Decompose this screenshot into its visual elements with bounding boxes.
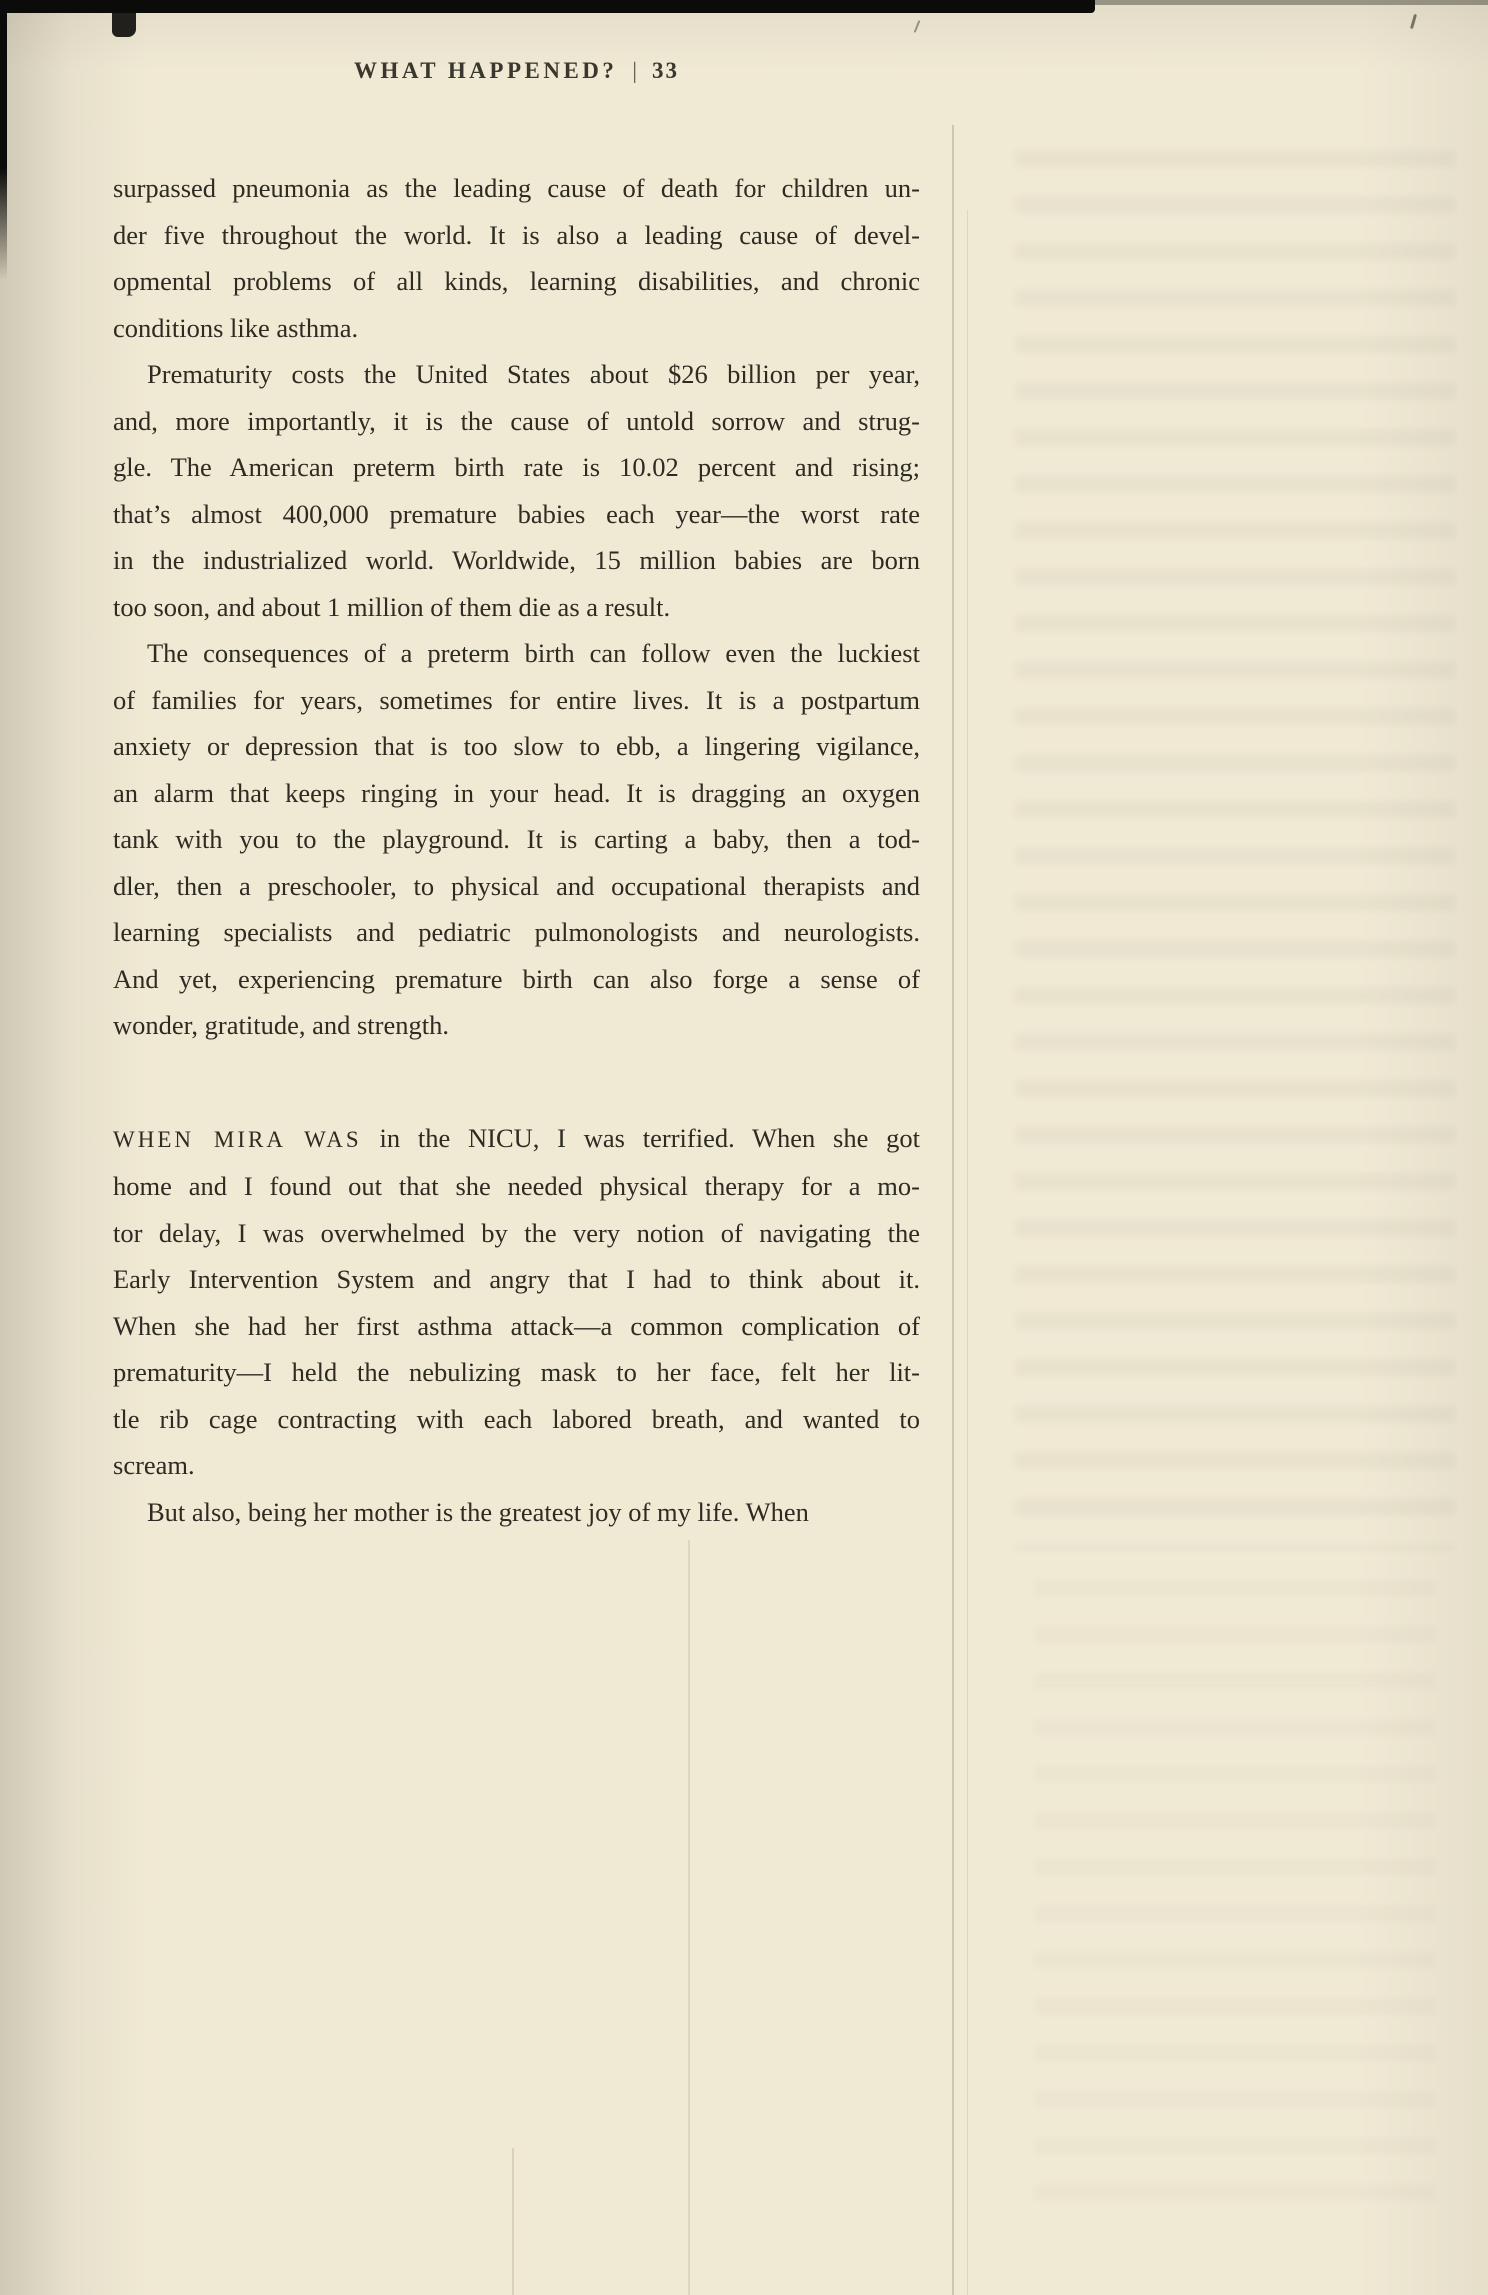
- paragraph: [113, 630, 920, 1049]
- text-line: home and I found out that she needed physical therapy for a mo-: [113, 1171, 920, 1201]
- text-line: scream.: [113, 1450, 195, 1480]
- text-line: But also, being her mother is the greatest joy of my life. When: [147, 1496, 809, 1527]
- text-line: tle rib cage contracting with each labored breath, and wanted to: [113, 1403, 920, 1434]
- text-line: tank with you to the playground. It is carting a baby, then a tod-: [113, 824, 920, 854]
- running-title: WHAT HAPPENED?: [353, 58, 618, 83]
- small-caps-lead: WHEN MIRA WAS: [113, 1126, 362, 1152]
- scan-top-edge-faint: [1095, 0, 1488, 5]
- text-line: wonder, gratitude, and strength.: [113, 1010, 449, 1040]
- text-line: Prematurity costs the United States about $26 billion per year,: [147, 359, 920, 389]
- text-line: And yet, experiencing premature birth can also forge a sense of: [113, 963, 920, 994]
- text-line: surpassed pneumonia as the leading cause of death for children un-: [113, 173, 920, 203]
- text-line: opmental problems of all kinds, learning disabilities, and chronic: [113, 266, 920, 296]
- page-header: [113, 58, 920, 84]
- scan-top-edge: [0, 0, 1095, 13]
- text-line: learning specialists and pediatric pulmonologists and neurologists.: [113, 917, 920, 947]
- text-line: an alarm that keeps ringing in your head. It is dragging an oxygen: [113, 777, 920, 808]
- scan-corner-mark: [112, 5, 136, 37]
- body-text: [113, 165, 920, 1535]
- scan-speck: [914, 20, 921, 33]
- ink-bleed-ghost: [1015, 150, 1455, 1550]
- scan-speck: [1410, 14, 1417, 29]
- text-line: WHEN MIRA WAS in the NICU, I was terrified. When she got: [113, 1122, 920, 1153]
- text-line: gle. The American preterm birth rate is 10.02 percent and rising;: [113, 452, 920, 482]
- paragraph: [113, 1489, 920, 1536]
- page-number: 33: [652, 58, 680, 83]
- text-line: When she had her first asthma attack—a common complication of: [113, 1310, 920, 1341]
- text-line: anxiety or depression that is too slow to ebb, a lingering vigilance,: [113, 731, 920, 761]
- text-line: tor delay, I was overwhelmed by the very notion of navigating the: [113, 1217, 920, 1248]
- paragraph: [113, 1115, 920, 1489]
- text-line: that’s almost 400,000 premature babies each year—the worst rate: [113, 498, 920, 529]
- scan-left-edge: [0, 0, 7, 280]
- page-crease: [688, 1540, 690, 2295]
- text-line: prematurity—I held the nebulizing mask to her face, felt her lit-: [113, 1357, 920, 1387]
- text-line: in the industrialized world. Worldwide, 15 million babies are born: [113, 545, 920, 575]
- text-line: too soon, and about 1 million of them die as a result.: [113, 591, 671, 622]
- header-separator: |: [632, 58, 638, 83]
- text-line: Early Intervention System and angry that I had to think about it.: [113, 1264, 920, 1294]
- paragraph: [113, 165, 920, 351]
- page-edge-shadow: [967, 210, 968, 2295]
- text-line: der five throughout the world. It is also a leading cause of devel-: [113, 219, 920, 250]
- text-line: of families for years, sometimes for entire lives. It is a postpartum: [113, 684, 920, 715]
- paragraph: [113, 351, 920, 630]
- text-line: dler, then a preschooler, to physical and occupational therapists and: [113, 870, 920, 901]
- page-crease: [512, 2148, 514, 2295]
- text-line: conditions like asthma.: [113, 312, 359, 343]
- text-line: and, more importantly, it is the cause of untold sorrow and strug-: [113, 405, 920, 436]
- ink-bleed-ghost: [1035, 1580, 1435, 2220]
- text-line: The consequences of a preterm birth can follow even the luckiest: [147, 638, 920, 668]
- page-edge-shadow: [952, 125, 954, 2295]
